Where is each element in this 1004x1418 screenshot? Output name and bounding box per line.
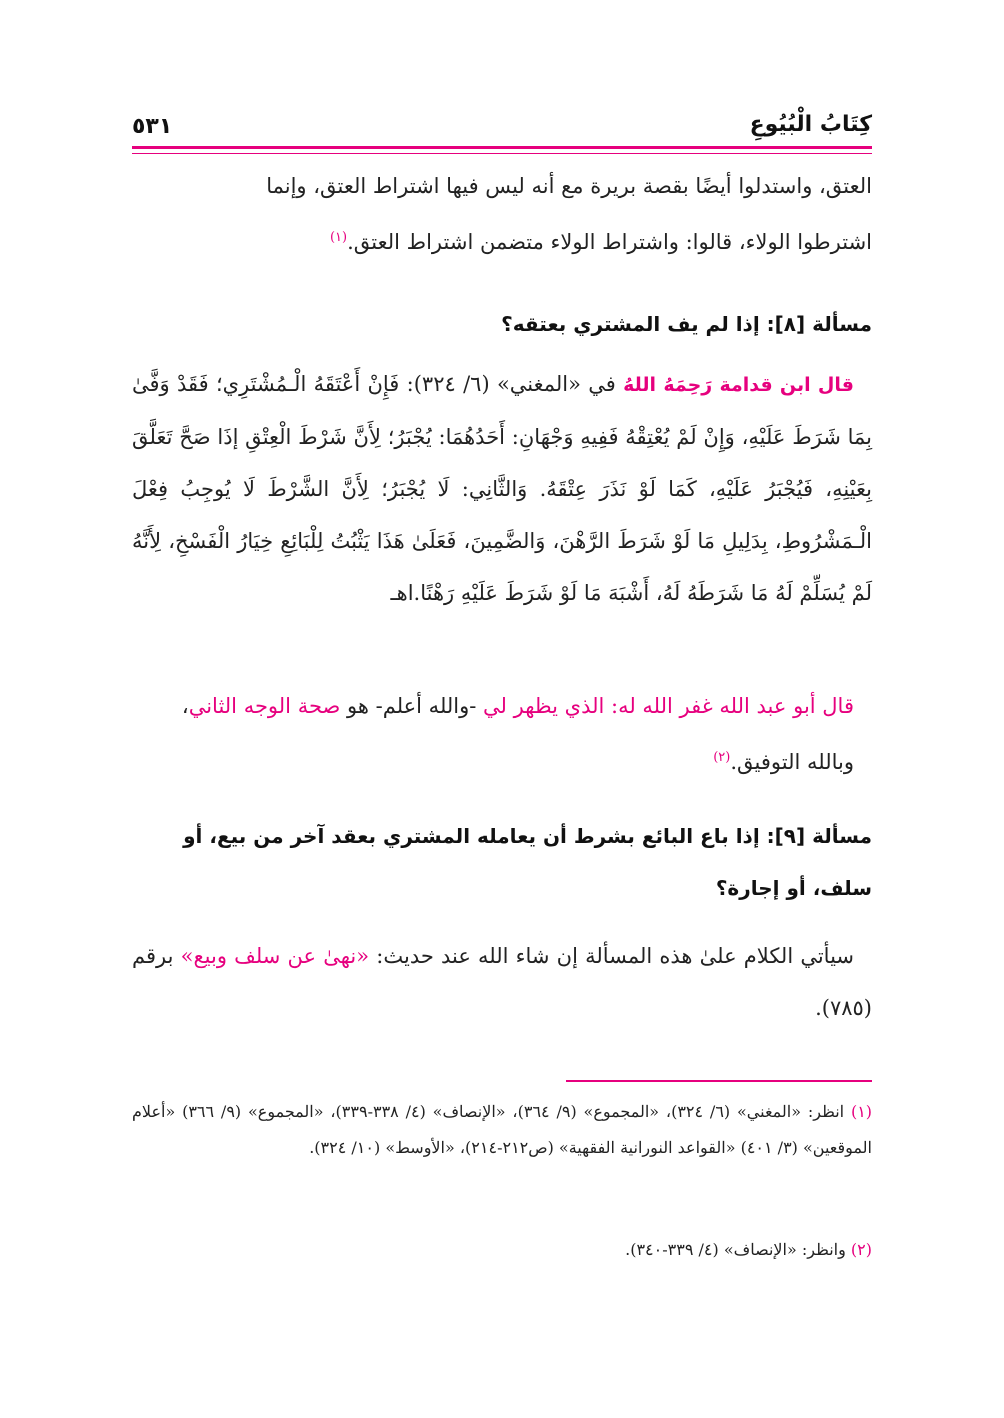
footnote-number: (١) xyxy=(850,1102,873,1121)
quote-lead: قال ابن قدامة رَحِمَهُ اللهُ xyxy=(623,374,854,396)
paragraph-continuation xyxy=(132,160,872,268)
question-label: مسألة [٨]: xyxy=(766,312,872,336)
author-end: ، xyxy=(181,694,189,718)
question-title: إذا لم يف المشتري بعتقه؟ xyxy=(501,312,760,336)
paragraph-line: اشترطوا الولاء، قالوا: واشتراط الولاء متضمن اشتراط العتق.$^{(١)}$ xyxy=(329,230,872,254)
paragraph-line: العتق، واستدلوا أيضًا بقصة بريرة مع أنه ليس فيها اشتراط العتق، وإنما xyxy=(266,174,872,198)
author-line2: وبالله التوفيق.$^{(٢)}$ xyxy=(713,750,854,774)
author-answer: صحة الوجه الثاني xyxy=(188,694,341,718)
footnote-text: وانظر: «الإنصاف» (٤/ ٣٣٩-٣٤٠). xyxy=(625,1240,851,1259)
footnote-1 xyxy=(132,1094,872,1166)
book-title: كِتَابُ الْبُيُوعِ xyxy=(749,112,872,137)
question-9-heading xyxy=(132,810,872,914)
ibn-qudama-quote xyxy=(132,358,872,619)
footnote-2 xyxy=(132,1232,872,1268)
quote-text: في «المغني» (٦/ ٣٢٤): فَإِنْ أَعْتَقَهُ الْـمُشْتَرِي؛ فَقَدْ وَفَّىٰ بِمَا شَرَطَ عَلَيْهِ، وَإِنْ لَمْ يُعْتِقْهُ فَفِيهِ وَجْهَانِ: أَحَدُهُمَا: يُجْبَرُ؛ لِأَنَّ شَرْطَ الْعِتْقِ إذَا صَحَّ تَعَلَّقَ بِعَيْنِهِ، فَيُجْبَرُ عَلَيْهِ، كَمَا لَوْ نَذَرَ عِتْقَهُ. وَالثَّانِي: لَا يُجْبَرُ؛ لِأَنَّ الشَّرْطَ لَا يُوجِبُ فِعْلَ الْـمَشْرُوطِ، بِدَلِيلِ مَا لَوْ شَرَطَ الرَّهْنَ، وَالضَّمِينَ، فَعَلَىٰ هَذَا يَثْبُتُ لِلْبَائِعِ خِيَارُ الْفَسْخِ، لِأَنَّهُ لَمْ يُسَلِّمْ لَهُ مَا شَرَطَهُ لَهُ، أَشْبَهَ مَا لَوْ شَرَطَ عَلَيْهِ رَهْنًا.اهـ xyxy=(132,372,872,605)
page xyxy=(132,0,872,1418)
footnote-text: انظر: «المغني» (٦/ ٣٢٤)، «المجموع» (٩/ ٣٦٤)، «الإنصاف» (٤/ ٣٣٨-٣٣٩)، «المجموع» (٩/ ٣٦٦) «أعلام الموقعين» (٣/ ٤٠١) «القواعد النورانية الفقهية» (ص٢١٢-٢١٤)، «الأوسط» (١٠/ ٣٢٤). xyxy=(132,1102,872,1157)
running-header xyxy=(132,112,872,148)
page-number: ٥٣١ xyxy=(132,114,173,139)
header-rule-thin xyxy=(132,153,872,154)
footnote-ref[interactable]: (٢) xyxy=(713,750,731,765)
footnote-number: (٢) xyxy=(850,1240,872,1259)
footnote-rule xyxy=(566,1080,872,1082)
footnote-ref[interactable]: (١) xyxy=(329,230,348,245)
author-seems: الذي يظهر لي xyxy=(483,694,605,718)
paragraph-cross-reference xyxy=(132,930,872,1034)
author-middle: -والله أعلم- هو xyxy=(340,694,484,718)
author-opinion xyxy=(132,680,872,788)
header-rule-thick xyxy=(132,146,872,149)
crossref-end: برقم (٧٨٥). xyxy=(132,944,872,1020)
question-title: إذا باع البائع بشرط أن يعامله المشتري بعقد آخر من بيع، أو سلف، أو إجارة؟ xyxy=(183,824,872,900)
question-8-heading xyxy=(132,298,872,350)
hadith-title: «نهىٰ عن سلف وبيع» xyxy=(180,944,370,968)
author-lead: قال أبو عبد الله غفر الله له: xyxy=(604,694,854,718)
question-label: مسألة [٩]: xyxy=(766,824,872,848)
crossref-lead: سيأتي الكلام علىٰ هذه المسألة إن شاء الله عند حديث: xyxy=(369,944,855,968)
